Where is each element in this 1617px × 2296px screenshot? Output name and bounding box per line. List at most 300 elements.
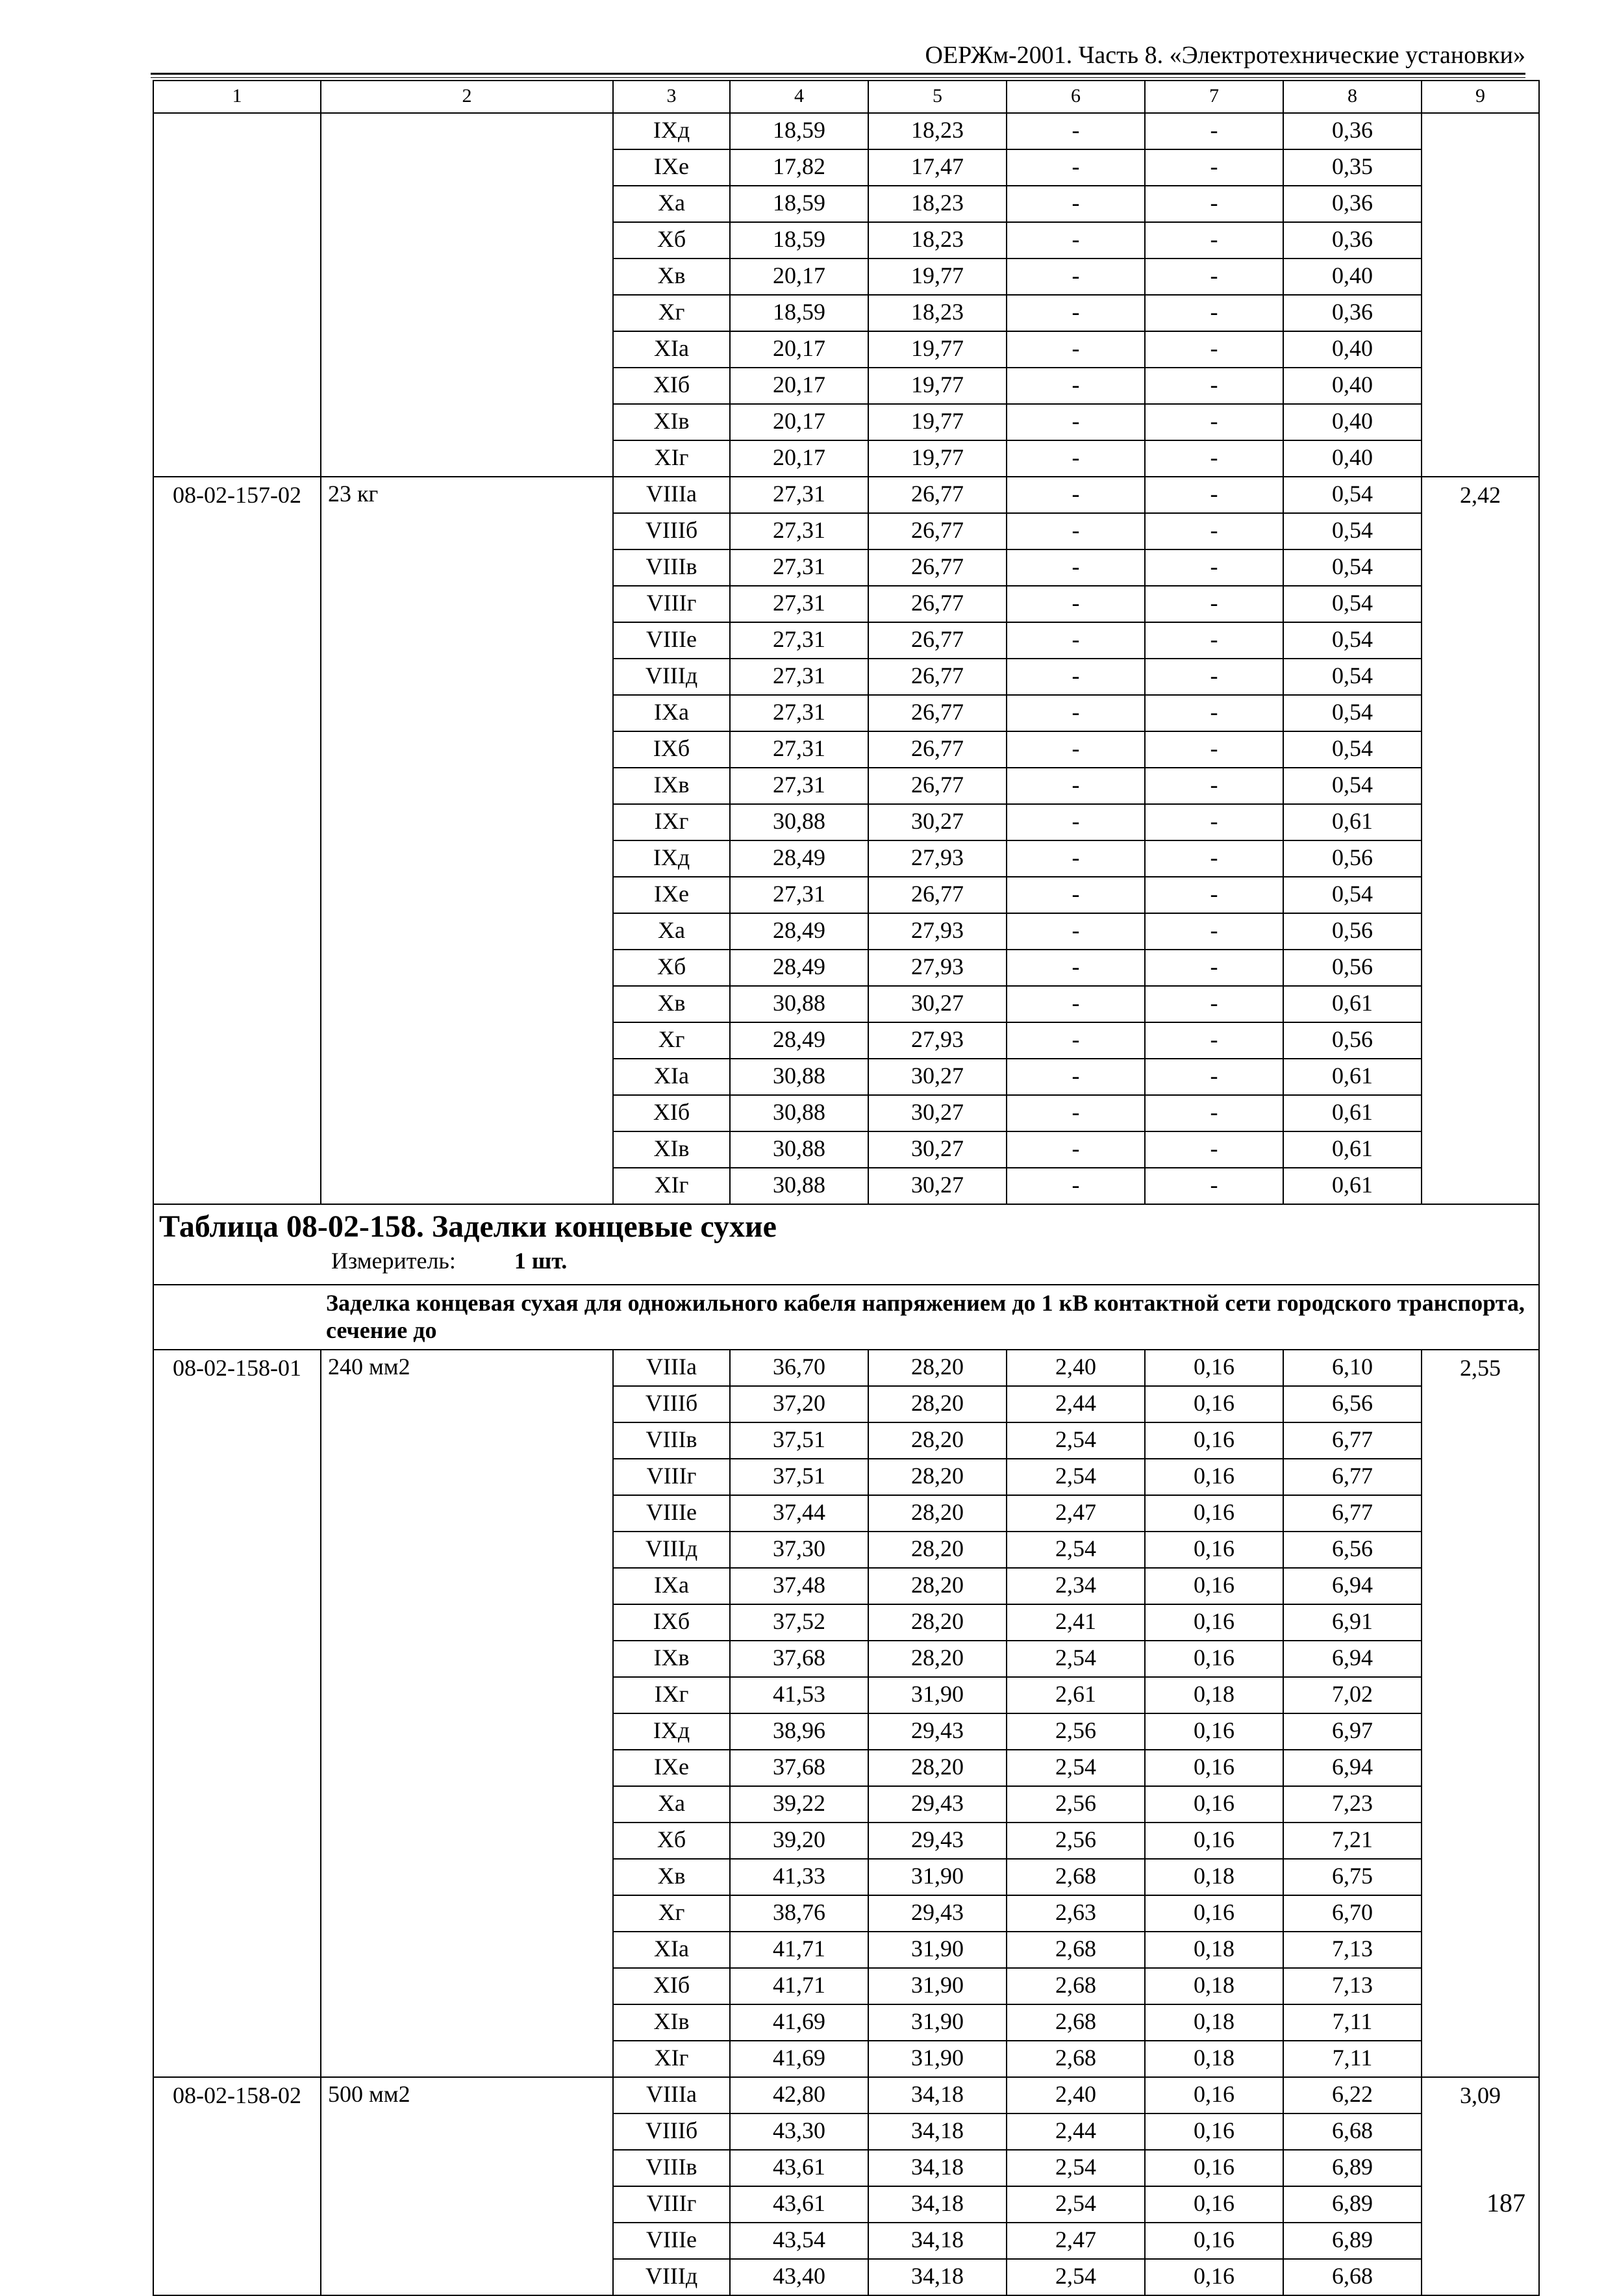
machines: 2,41 xyxy=(1007,1604,1145,1641)
wages: 34,18 xyxy=(868,2077,1007,2113)
machine-wages: 0,16 xyxy=(1145,1568,1283,1604)
wages: 34,18 xyxy=(868,2223,1007,2259)
total-cost: 27,31 xyxy=(730,659,868,695)
norms-table xyxy=(153,80,1540,2296)
total-cost: 20,17 xyxy=(730,368,868,404)
wages: 28,20 xyxy=(868,1422,1007,1459)
machine-wages: - xyxy=(1145,1059,1283,1095)
machine-wages: 0,16 xyxy=(1145,1750,1283,1786)
total-cost: 37,44 xyxy=(730,1495,868,1532)
machines: 2,68 xyxy=(1007,1932,1145,1968)
total-cost: 30,88 xyxy=(730,1059,868,1095)
region-code: XIа xyxy=(613,1059,730,1095)
machine-wages: 0,16 xyxy=(1145,1422,1283,1459)
region-code: Xг xyxy=(613,1022,730,1059)
wages: 30,27 xyxy=(868,1168,1007,1204)
region-code: VIIIд xyxy=(613,659,730,695)
region-code: XIг xyxy=(613,440,730,477)
materials: 6,89 xyxy=(1283,2186,1422,2223)
materials: 7,11 xyxy=(1283,2041,1422,2077)
wages: 27,93 xyxy=(868,950,1007,986)
machines: 2,54 xyxy=(1007,1641,1145,1677)
machines: 2,68 xyxy=(1007,1859,1145,1895)
machines: 2,63 xyxy=(1007,1895,1145,1932)
materials: 0,54 xyxy=(1283,768,1422,804)
region-code: VIIIб xyxy=(613,1386,730,1422)
materials: 0,56 xyxy=(1283,1022,1422,1059)
total-cost: 37,68 xyxy=(730,1641,868,1677)
machine-wages: - xyxy=(1145,877,1283,913)
total-cost: 41,71 xyxy=(730,1968,868,2004)
materials: 6,97 xyxy=(1283,1713,1422,1750)
machine-wages: 0,18 xyxy=(1145,1968,1283,2004)
wages: 30,27 xyxy=(868,1131,1007,1168)
machine-wages: - xyxy=(1145,659,1283,695)
wages: 31,90 xyxy=(868,2004,1007,2041)
region-code: IXв xyxy=(613,768,730,804)
region-code: IXв xyxy=(613,1641,730,1677)
machines: - xyxy=(1007,950,1145,986)
column-number: 1 xyxy=(153,81,321,113)
machine-wages: 0,16 xyxy=(1145,1823,1283,1859)
wages: 34,18 xyxy=(868,2186,1007,2223)
machines: - xyxy=(1007,804,1145,840)
machines: - xyxy=(1007,586,1145,622)
total-cost: 27,31 xyxy=(730,622,868,659)
materials: 7,13 xyxy=(1283,1968,1422,2004)
materials: 7,23 xyxy=(1283,1786,1422,1823)
unit-line xyxy=(331,1246,1533,1275)
machine-wages: 0,16 xyxy=(1145,2077,1283,2113)
region-code: IXе xyxy=(613,149,730,186)
materials: 7,11 xyxy=(1283,2004,1422,2041)
machines: - xyxy=(1007,149,1145,186)
machine-wages: - xyxy=(1145,768,1283,804)
region-code: VIIIд xyxy=(613,1532,730,1568)
wages: 28,20 xyxy=(868,1641,1007,1677)
materials: 0,54 xyxy=(1283,659,1422,695)
unit-label: Измеритель: xyxy=(331,1248,456,1274)
column-9-value xyxy=(1422,113,1539,477)
wages: 26,77 xyxy=(868,513,1007,549)
region-code: VIIIв xyxy=(613,1422,730,1459)
total-cost: 30,88 xyxy=(730,1131,868,1168)
wages: 26,77 xyxy=(868,731,1007,768)
region-code: VIIIе xyxy=(613,1495,730,1532)
materials: 0,61 xyxy=(1283,1059,1422,1095)
region-code: Xв xyxy=(613,259,730,295)
total-cost: 20,17 xyxy=(730,259,868,295)
materials: 0,40 xyxy=(1283,368,1422,404)
machines: 2,56 xyxy=(1007,1823,1145,1859)
machine-wages: - xyxy=(1145,222,1283,259)
machines: 2,40 xyxy=(1007,1350,1145,1386)
machines: - xyxy=(1007,877,1145,913)
region-code: XIв xyxy=(613,2004,730,2041)
machines: - xyxy=(1007,1168,1145,1204)
wages: 34,18 xyxy=(868,2113,1007,2150)
machines: 2,40 xyxy=(1007,2077,1145,2113)
region-code: VIIIг xyxy=(613,1459,730,1495)
page-number: 187 xyxy=(1486,2188,1525,2217)
machine-wages: 0,16 xyxy=(1145,1386,1283,1422)
machine-wages: 0,16 xyxy=(1145,1495,1283,1532)
materials: 0,36 xyxy=(1283,295,1422,331)
machine-wages: 0,16 xyxy=(1145,1641,1283,1677)
materials: 6,89 xyxy=(1283,2150,1422,2186)
total-cost: 27,31 xyxy=(730,877,868,913)
total-cost: 41,69 xyxy=(730,2004,868,2041)
region-code: IXд xyxy=(613,1713,730,1750)
machine-wages: 0,18 xyxy=(1145,1677,1283,1713)
machines: 2,47 xyxy=(1007,2223,1145,2259)
machine-wages: 0,16 xyxy=(1145,1713,1283,1750)
machines: - xyxy=(1007,477,1145,513)
region-code: IXд xyxy=(613,113,730,149)
section-size: 240 мм2 xyxy=(321,1350,613,2077)
region-code: VIIIа xyxy=(613,1350,730,1386)
machine-wages: - xyxy=(1145,477,1283,513)
total-cost: 18,59 xyxy=(730,295,868,331)
wages: 27,93 xyxy=(868,913,1007,950)
machine-wages: 0,18 xyxy=(1145,2041,1283,2077)
machine-wages: 0,16 xyxy=(1145,1604,1283,1641)
machine-wages: - xyxy=(1145,695,1283,731)
machine-wages: - xyxy=(1145,368,1283,404)
materials: 0,61 xyxy=(1283,1095,1422,1131)
region-code: XIб xyxy=(613,1968,730,2004)
column-number: 3 xyxy=(613,81,730,113)
machine-wages: 0,16 xyxy=(1145,1350,1283,1386)
rate-code: 08-02-158-02 xyxy=(153,2077,321,2295)
machines: - xyxy=(1007,1022,1145,1059)
materials: 6,94 xyxy=(1283,1750,1422,1786)
materials: 0,36 xyxy=(1283,222,1422,259)
wages: 18,23 xyxy=(868,186,1007,222)
machine-wages: 0,16 xyxy=(1145,2150,1283,2186)
wages: 26,77 xyxy=(868,622,1007,659)
region-code: XIв xyxy=(613,404,730,440)
wages: 19,77 xyxy=(868,440,1007,477)
total-cost: 39,20 xyxy=(730,1823,868,1859)
work-description: Заделка концевая сухая для одножильного кабеля напряжением до 1 кВ контактной сети городского транспорта, сечение до xyxy=(153,1285,1539,1350)
total-cost: 27,31 xyxy=(730,586,868,622)
unit-value: 1 шт. xyxy=(514,1248,568,1274)
machines: - xyxy=(1007,695,1145,731)
region-code: IXб xyxy=(613,1604,730,1641)
region-code: IXг xyxy=(613,1677,730,1713)
materials: 7,13 xyxy=(1283,1932,1422,1968)
materials: 6,68 xyxy=(1283,2259,1422,2295)
total-cost: 37,52 xyxy=(730,1604,868,1641)
wages: 18,23 xyxy=(868,222,1007,259)
wages: 28,20 xyxy=(868,1568,1007,1604)
machines: 2,56 xyxy=(1007,1713,1145,1750)
materials: 0,40 xyxy=(1283,331,1422,368)
total-cost: 43,61 xyxy=(730,2150,868,2186)
wages: 29,43 xyxy=(868,1823,1007,1859)
materials: 6,22 xyxy=(1283,2077,1422,2113)
machine-wages: - xyxy=(1145,331,1283,368)
machine-wages: 0,16 xyxy=(1145,1786,1283,1823)
materials: 0,35 xyxy=(1283,149,1422,186)
materials: 0,40 xyxy=(1283,440,1422,477)
column-number: 6 xyxy=(1007,81,1145,113)
region-code: XIв xyxy=(613,1131,730,1168)
total-cost: 27,31 xyxy=(730,513,868,549)
total-cost: 28,49 xyxy=(730,840,868,877)
table-row xyxy=(153,2077,1539,2113)
machines: - xyxy=(1007,368,1145,404)
region-code: Xв xyxy=(613,986,730,1022)
region-code: VIIIа xyxy=(613,2077,730,2113)
description-row xyxy=(153,1285,1539,1350)
materials: 0,61 xyxy=(1283,1168,1422,1204)
materials: 0,54 xyxy=(1283,622,1422,659)
materials: 6,89 xyxy=(1283,2223,1422,2259)
machines: - xyxy=(1007,186,1145,222)
wages: 30,27 xyxy=(868,1059,1007,1095)
total-cost: 43,30 xyxy=(730,2113,868,2150)
total-cost: 42,80 xyxy=(730,2077,868,2113)
table-row xyxy=(153,477,1539,513)
machines: 2,68 xyxy=(1007,2004,1145,2041)
region-code: Xа xyxy=(613,186,730,222)
region-code: IXа xyxy=(613,1568,730,1604)
header-rule-thin xyxy=(151,77,1525,78)
total-cost: 43,40 xyxy=(730,2259,868,2295)
machines: - xyxy=(1007,331,1145,368)
machines: - xyxy=(1007,622,1145,659)
wages: 26,77 xyxy=(868,768,1007,804)
materials: 6,75 xyxy=(1283,1859,1422,1895)
total-cost: 37,51 xyxy=(730,1422,868,1459)
wages: 28,20 xyxy=(868,1604,1007,1641)
machine-wages: - xyxy=(1145,513,1283,549)
materials: 0,56 xyxy=(1283,913,1422,950)
total-cost: 27,31 xyxy=(730,549,868,586)
machines: - xyxy=(1007,259,1145,295)
region-code: IXг xyxy=(613,804,730,840)
wages: 28,20 xyxy=(868,1495,1007,1532)
region-code: Xб xyxy=(613,950,730,986)
wages: 26,77 xyxy=(868,695,1007,731)
region-code: IXа xyxy=(613,695,730,731)
column-number: 9 xyxy=(1422,81,1539,113)
total-cost: 28,49 xyxy=(730,1022,868,1059)
total-cost: 28,49 xyxy=(730,913,868,950)
materials: 6,77 xyxy=(1283,1459,1422,1495)
region-code: IXд xyxy=(613,840,730,877)
wages: 26,77 xyxy=(868,549,1007,586)
materials: 6,94 xyxy=(1283,1641,1422,1677)
materials: 7,02 xyxy=(1283,1677,1422,1713)
machines: - xyxy=(1007,913,1145,950)
section-size: 23 кг xyxy=(321,477,613,1204)
wages: 28,20 xyxy=(868,1459,1007,1495)
machine-wages: - xyxy=(1145,1022,1283,1059)
total-cost: 20,17 xyxy=(730,331,868,368)
wages: 27,93 xyxy=(868,1022,1007,1059)
wages: 17,47 xyxy=(868,149,1007,186)
total-cost: 41,33 xyxy=(730,1859,868,1895)
wages: 28,20 xyxy=(868,1386,1007,1422)
column-number-row xyxy=(153,81,1539,113)
machines: 2,54 xyxy=(1007,2259,1145,2295)
rate-code: 08-02-157-02 xyxy=(153,477,321,1204)
column-number: 5 xyxy=(868,81,1007,113)
total-cost: 41,53 xyxy=(730,1677,868,1713)
region-code: VIIIб xyxy=(613,2113,730,2150)
rate-code: 08-02-158-01 xyxy=(153,1350,321,2077)
machine-wages: - xyxy=(1145,259,1283,295)
materials: 0,54 xyxy=(1283,586,1422,622)
total-cost: 27,31 xyxy=(730,768,868,804)
wages: 19,77 xyxy=(868,259,1007,295)
machines: 2,54 xyxy=(1007,1532,1145,1568)
machines: - xyxy=(1007,1059,1145,1095)
region-code: Xб xyxy=(613,222,730,259)
machines: - xyxy=(1007,295,1145,331)
materials: 0,61 xyxy=(1283,804,1422,840)
machines: 2,44 xyxy=(1007,2113,1145,2150)
total-cost: 37,48 xyxy=(730,1568,868,1604)
region-code: VIIIа xyxy=(613,477,730,513)
machine-wages: - xyxy=(1145,1168,1283,1204)
materials: 6,10 xyxy=(1283,1350,1422,1386)
machines: - xyxy=(1007,222,1145,259)
total-cost: 43,61 xyxy=(730,2186,868,2223)
machines: - xyxy=(1007,659,1145,695)
materials: 0,54 xyxy=(1283,513,1422,549)
materials: 0,61 xyxy=(1283,986,1422,1022)
materials: 6,70 xyxy=(1283,1895,1422,1932)
region-code: XIа xyxy=(613,331,730,368)
materials: 6,77 xyxy=(1283,1495,1422,1532)
region-code: IXе xyxy=(613,1750,730,1786)
wages: 18,23 xyxy=(868,295,1007,331)
region-code: VIIIв xyxy=(613,2150,730,2186)
total-cost: 37,20 xyxy=(730,1386,868,1422)
machines: - xyxy=(1007,986,1145,1022)
table-title-cell xyxy=(153,1204,1539,1285)
wages: 31,90 xyxy=(868,1968,1007,2004)
machines: - xyxy=(1007,549,1145,586)
machines: 2,61 xyxy=(1007,1677,1145,1713)
column-9-value: 3,09 xyxy=(1422,2077,1539,2295)
materials: 0,54 xyxy=(1283,877,1422,913)
region-code: IXе xyxy=(613,877,730,913)
wages: 28,20 xyxy=(868,1350,1007,1386)
machine-wages: - xyxy=(1145,986,1283,1022)
wages: 30,27 xyxy=(868,1095,1007,1131)
machines: - xyxy=(1007,1131,1145,1168)
total-cost: 43,54 xyxy=(730,2223,868,2259)
machines: - xyxy=(1007,113,1145,149)
region-code: Xг xyxy=(613,1895,730,1932)
region-code: Xг xyxy=(613,295,730,331)
region-code: Xв xyxy=(613,1859,730,1895)
region-code: VIIIг xyxy=(613,2186,730,2223)
total-cost: 39,22 xyxy=(730,1786,868,1823)
total-cost: 27,31 xyxy=(730,695,868,731)
region-code: VIIIг xyxy=(613,586,730,622)
materials: 6,94 xyxy=(1283,1568,1422,1604)
machine-wages: 0,16 xyxy=(1145,1532,1283,1568)
machine-wages: 0,18 xyxy=(1145,1859,1283,1895)
machine-wages: - xyxy=(1145,1095,1283,1131)
machine-wages: - xyxy=(1145,950,1283,986)
wages: 34,18 xyxy=(868,2150,1007,2186)
wages: 29,43 xyxy=(868,1786,1007,1823)
column-number: 7 xyxy=(1145,81,1283,113)
materials: 0,56 xyxy=(1283,840,1422,877)
materials: 0,54 xyxy=(1283,477,1422,513)
machine-wages: 0,18 xyxy=(1145,1932,1283,1968)
machine-wages: 0,16 xyxy=(1145,1459,1283,1495)
running-header: ОЕРЖм-2001. Часть 8. «Электротехнические установки» xyxy=(925,42,1525,69)
total-cost: 28,49 xyxy=(730,950,868,986)
materials: 0,54 xyxy=(1283,549,1422,586)
machines: 2,54 xyxy=(1007,2186,1145,2223)
region-code: Xа xyxy=(613,1786,730,1823)
total-cost: 38,76 xyxy=(730,1895,868,1932)
region-code: XIг xyxy=(613,2041,730,2077)
region-code: Xа xyxy=(613,913,730,950)
total-cost: 27,31 xyxy=(730,731,868,768)
wages: 31,90 xyxy=(868,2041,1007,2077)
region-code: IXб xyxy=(613,731,730,768)
materials: 6,56 xyxy=(1283,1532,1422,1568)
wages: 18,23 xyxy=(868,113,1007,149)
machines: - xyxy=(1007,1095,1145,1131)
column-number: 8 xyxy=(1283,81,1422,113)
total-cost: 18,59 xyxy=(730,186,868,222)
region-code: XIг xyxy=(613,1168,730,1204)
column-number: 4 xyxy=(730,81,868,113)
wages: 29,43 xyxy=(868,1713,1007,1750)
machine-wages: 0,16 xyxy=(1145,2223,1283,2259)
region-code: VIIIе xyxy=(613,622,730,659)
total-cost: 37,51 xyxy=(730,1459,868,1495)
wages: 29,43 xyxy=(868,1895,1007,1932)
total-cost: 30,88 xyxy=(730,1168,868,1204)
wages: 27,93 xyxy=(868,840,1007,877)
materials: 6,91 xyxy=(1283,1604,1422,1641)
materials: 0,61 xyxy=(1283,1131,1422,1168)
materials: 7,21 xyxy=(1283,1823,1422,1859)
materials: 0,36 xyxy=(1283,113,1422,149)
wages: 30,27 xyxy=(868,986,1007,1022)
materials: 0,40 xyxy=(1283,404,1422,440)
region-code: XIб xyxy=(613,368,730,404)
total-cost: 17,82 xyxy=(730,149,868,186)
region-code: XIа xyxy=(613,1932,730,1968)
machine-wages: 0,16 xyxy=(1145,2186,1283,2223)
machines: 2,54 xyxy=(1007,1459,1145,1495)
machines: - xyxy=(1007,768,1145,804)
region-code: VIIIд xyxy=(613,2259,730,2295)
machines: 2,47 xyxy=(1007,1495,1145,1532)
region-code: VIIIв xyxy=(613,549,730,586)
table-title: Таблица 08-02-158. Заделки концевые сухие xyxy=(159,1209,777,1244)
wages: 19,77 xyxy=(868,331,1007,368)
wages: 31,90 xyxy=(868,1677,1007,1713)
machine-wages: - xyxy=(1145,586,1283,622)
total-cost: 30,88 xyxy=(730,1095,868,1131)
total-cost: 18,59 xyxy=(730,222,868,259)
machine-wages: - xyxy=(1145,731,1283,768)
